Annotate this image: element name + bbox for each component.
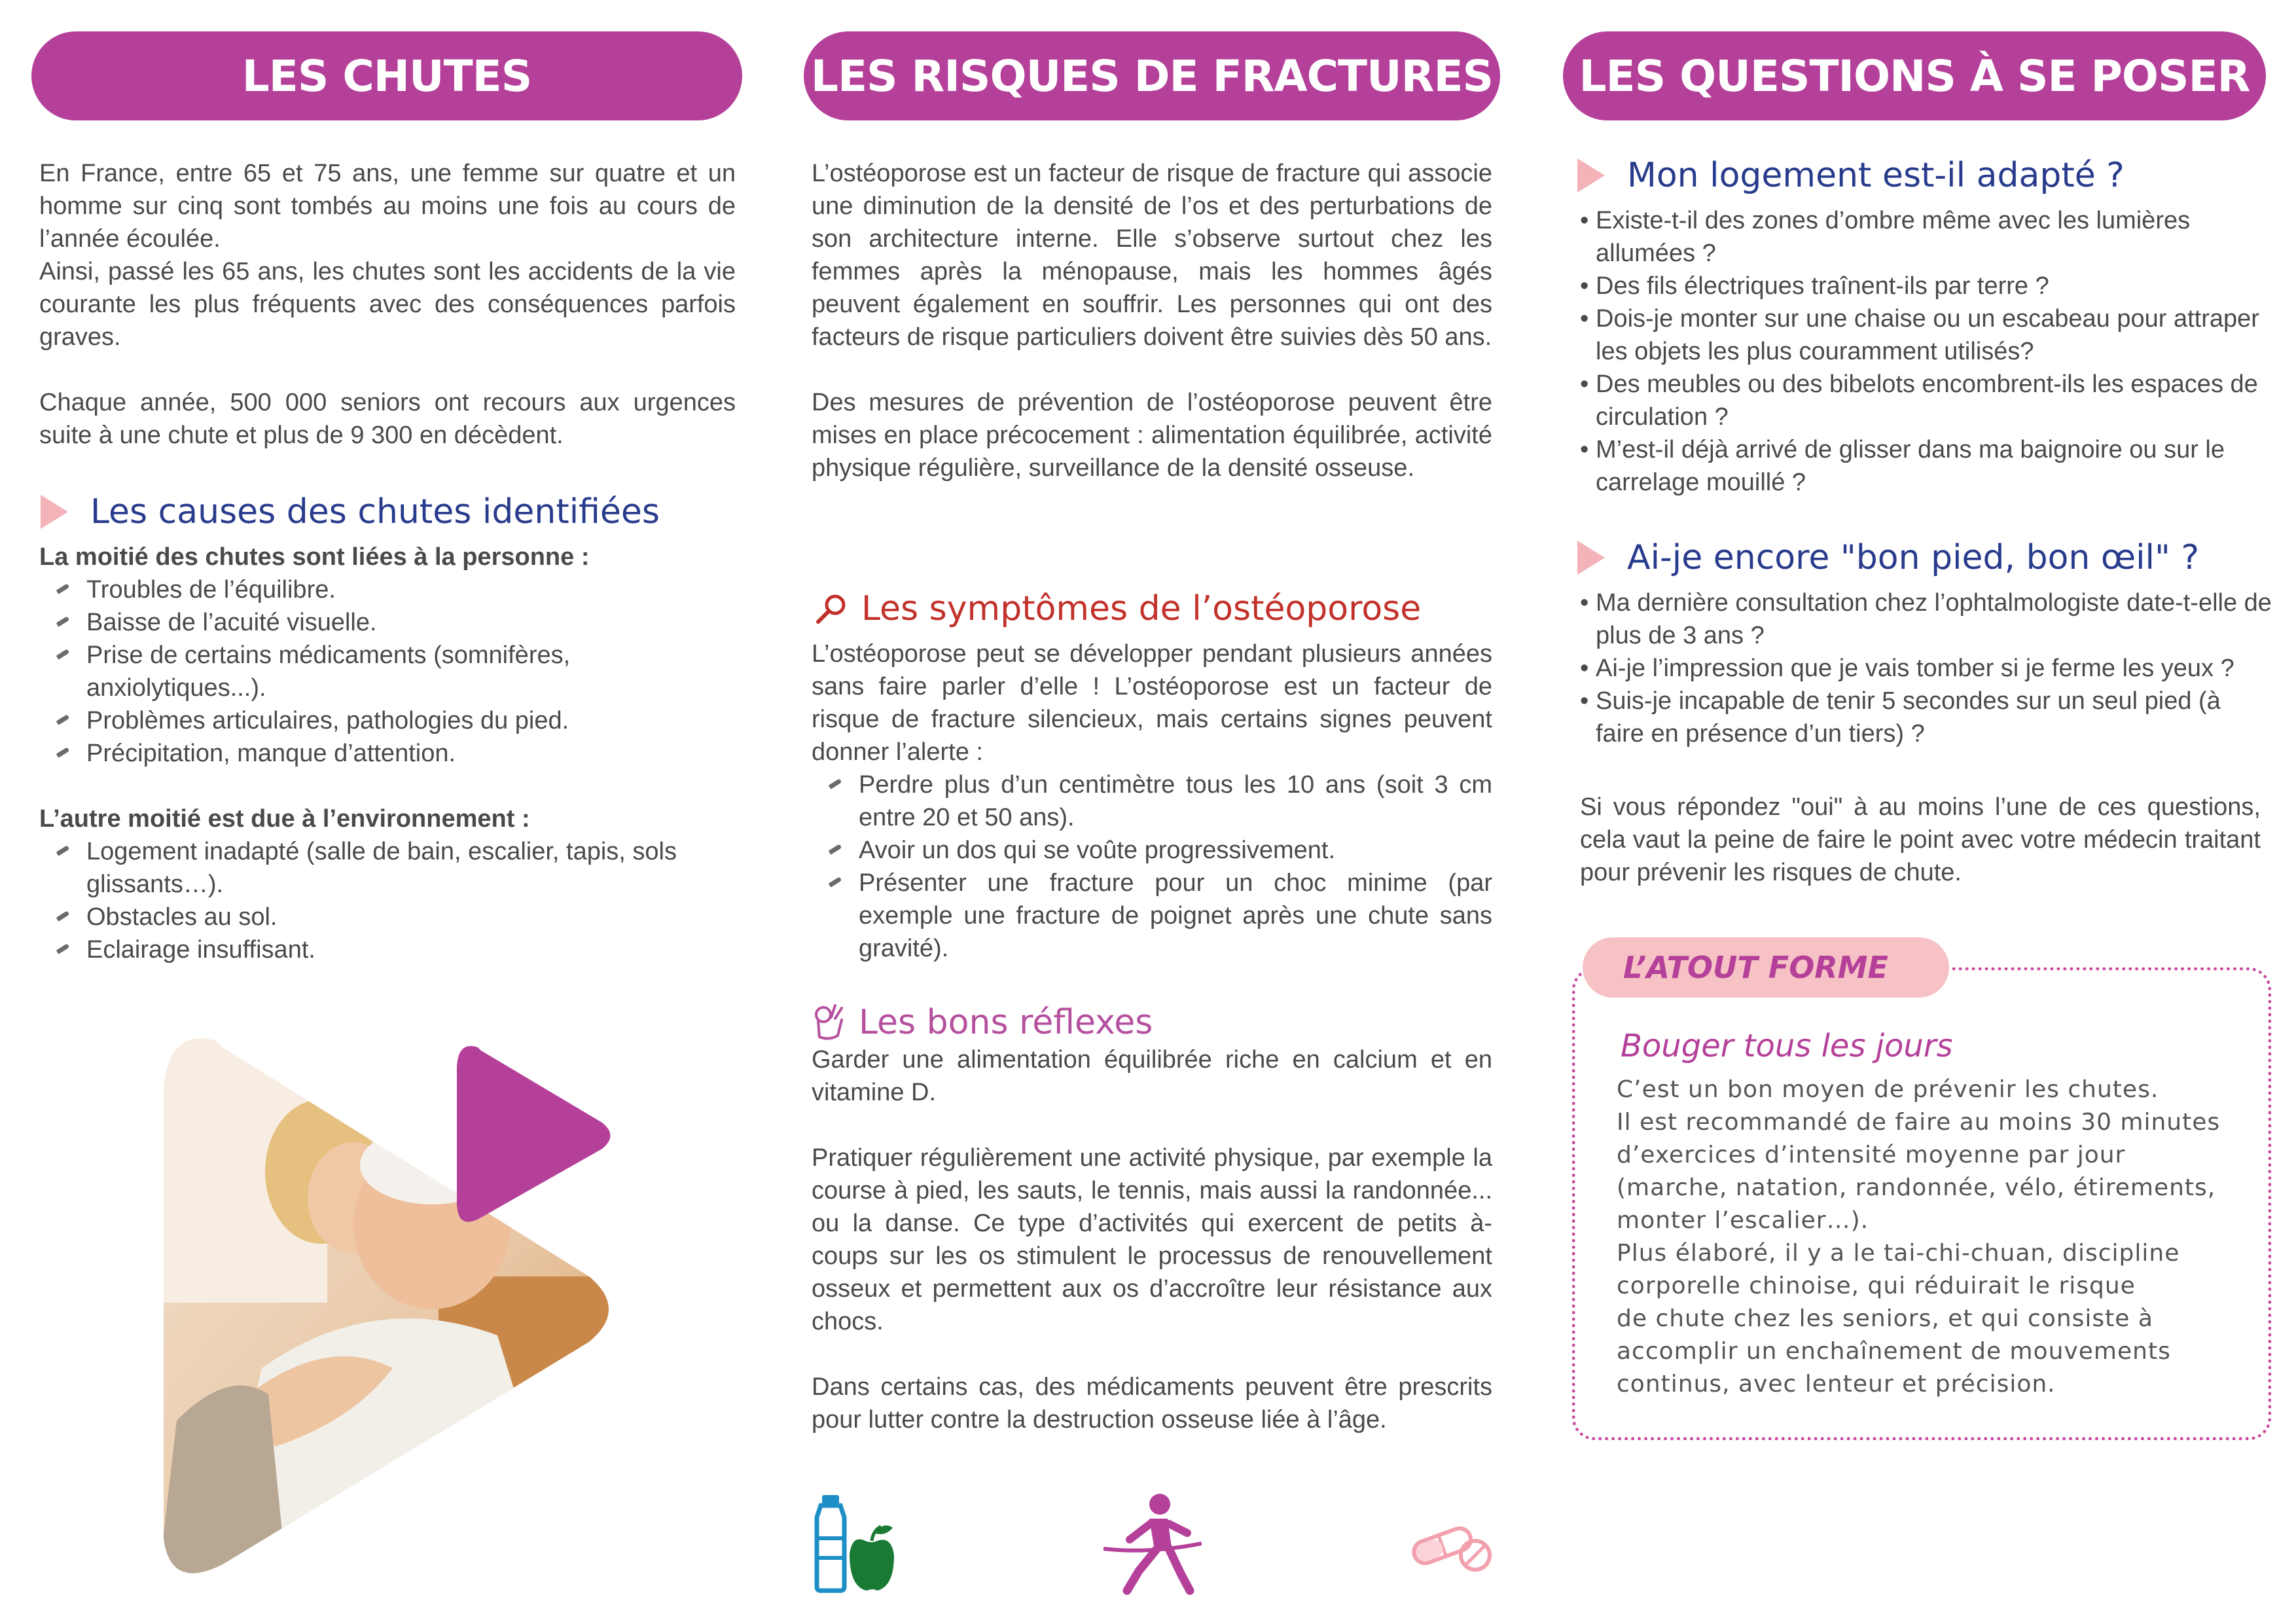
- conclusion-text: Si vous répondez "oui" à au moins l’une de ces questions, cela vaut la peine de faire le point avec votre médecin traitant pour prévenir les risques de chute.: [1580, 793, 2261, 886]
- atout-line: corporelle chinoise, qui réduirait le risque: [1617, 1272, 2136, 1299]
- list-item: Eclairage insuffisant.: [39, 933, 736, 966]
- personne-list: [39, 573, 736, 770]
- decorative-triangle-icon: [452, 1041, 622, 1231]
- logement-questions: [1580, 204, 2271, 499]
- environnement-label: L’autre moitié est due à l’environnement :: [39, 805, 530, 833]
- logement-list: [1580, 204, 2271, 499]
- atout-line: C’est un bon moyen de prévenir les chutes.: [1617, 1076, 2159, 1103]
- reflexes-title: Les bons réflexes: [859, 1003, 1153, 1042]
- atout-line: accomplir un enchaînement de mouvements: [1617, 1338, 2171, 1365]
- banner-les-chutes: LES CHUTES: [31, 31, 742, 120]
- list-item: • Ai-je l’impression que je vais tomber si je ferme les yeux ?: [1580, 652, 2274, 685]
- atout-forme-text: [1617, 1074, 2245, 1401]
- reflexes-text: [812, 1043, 1492, 1436]
- triangle-bullet-icon: [1577, 158, 1605, 192]
- list-item: Problèmes articulaires, pathologies du pied.: [39, 704, 736, 737]
- list-item: • Des meubles ou des bibelots encombrent-ils les espaces de circulation ?: [1580, 368, 2271, 433]
- symptomes-title: Les symptômes de l’ostéoporose: [861, 589, 1422, 628]
- reflexes-paragraph-3: Dans certains cas, des médicaments peuvent être prescrits pour lutter contre la destruction osseuse liée à l’âge.: [812, 1373, 1492, 1434]
- list-item: Obstacles au sol.: [39, 901, 736, 933]
- atout-line: (marche, natation, randonnée, vélo, étirements,: [1617, 1174, 2216, 1201]
- atout-line: Il est recommandé de faire au moins 30 minutes: [1617, 1109, 2221, 1136]
- osteoporose-text: [812, 157, 1492, 484]
- atout-line: monter l’escalier…).: [1617, 1207, 1869, 1234]
- triangle-bullet-icon: [41, 495, 68, 529]
- environnement-list: [39, 835, 736, 966]
- osteoporose-paragraph-1: L’ostéoporose est un facteur de risque de fracture qui associe une diminution de la densité de l’os et des perturbations de son architecture interne. Elle s’observe surtout chez les femmes après la ménopause, mais les hommes âgés peuvent également en souffrir. Les personnes qui ont des facteurs de risque particuliers doivent être suivies dès 50 ans.: [812, 160, 1492, 351]
- reflexes-heading: [812, 1001, 1153, 1043]
- bon-pied-list: [1580, 586, 2274, 750]
- bon-pied-questions: [1580, 586, 2274, 750]
- ok-hand-icon: [812, 1003, 847, 1042]
- causes-lists: [39, 541, 736, 966]
- list-item: Logement inadapté (salle de bain, escalier, tapis, sols glissants…).: [39, 835, 736, 901]
- list-item: Présenter une fracture pour un choc minime (par exemple une fracture de poignet après une chute sans gravité).: [812, 867, 1492, 965]
- list-item: • M’est-il déjà arrivé de glisser dans ma baignoire ou sur le carrelage mouillé ?: [1580, 433, 2271, 499]
- logement-title: Mon logement est-il adapté ?: [1627, 156, 2125, 195]
- list-item: • Suis-je incapable de tenir 5 secondes sur un seul pied (à faire en présence d’un tiers) ?: [1580, 685, 2274, 750]
- banner-risques-fractures: LES RISQUES DE FRACTURES: [804, 31, 1500, 120]
- intro-paragraph-2: Ainsi, passé les 65 ans, les chutes sont les accidents de la vie courante les plus fréquents avec des conséquences parfois graves.: [39, 258, 736, 351]
- causes-heading: [41, 491, 660, 533]
- bon-pied-title: Ai-je encore "bon pied, bon œil" ?: [1627, 538, 2200, 577]
- list-item: Perdre plus d’un centimètre tous les 10 ans (soit 3 cm entre 20 et 50 ans).: [812, 768, 1492, 834]
- running-person-icon: [1103, 1492, 1202, 1597]
- list-item: Avoir un dos qui se voûte progressivement.: [812, 834, 1492, 867]
- causes-title: Les causes des chutes identifiées: [90, 492, 660, 532]
- bon-pied-heading: [1577, 537, 2199, 579]
- intro-text: [39, 157, 736, 452]
- logement-heading: [1577, 154, 2125, 196]
- banner-questions: LES QUESTIONS À SE POSER: [1563, 31, 2266, 120]
- water-bottle-apple-icon: [813, 1495, 898, 1593]
- atout-forme-title: Bouger tous les jours: [1621, 1028, 1953, 1064]
- personne-label: La moitié des chutes sont liées à la personne :: [39, 543, 590, 571]
- list-item: Troubles de l’équilibre.: [39, 573, 736, 606]
- list-item: • Dois-je monter sur une chaise ou un escabeau pour attraper les objets les plus couramment utilisés?: [1580, 302, 2271, 368]
- list-item: Baisse de l’acuité visuelle.: [39, 606, 736, 639]
- reflexes-paragraph-1: Garder une alimentation équilibrée riche en calcium et en vitamine D.: [812, 1046, 1492, 1106]
- osteoporose-paragraph-2: Des mesures de prévention de l’ostéoporose peuvent être mises en place précocement : alimentation équilibrée, activité physique régulière, surveillance de la densité osseuse.: [812, 389, 1492, 482]
- list-item: • Existe-t-il des zones d’ombre même avec les lumières allumées ?: [1580, 204, 2271, 270]
- symptomes-heading: [814, 588, 1421, 630]
- pill-capsules-icon: [1407, 1523, 1492, 1575]
- atout-line: Plus élaboré, il y a le tai-chi-chuan, discipline: [1617, 1240, 2180, 1267]
- atout-line: d’exercices d’intensité moyenne par jour: [1617, 1142, 2126, 1168]
- list-item: Prise de certains médicaments (somnifères, anxiolytiques...).: [39, 639, 736, 704]
- triangle-bullet-icon: [1577, 541, 1605, 575]
- symptomes-list: [812, 768, 1492, 965]
- list-item: Précipitation, manque d’attention.: [39, 737, 736, 770]
- symptomes-text: [812, 638, 1492, 965]
- intro-paragraph-1: En France, entre 65 et 75 ans, une femme sur quatre et un homme sur cinq sont tombés au moins une fois au cours de l’année écoulée.: [39, 160, 736, 253]
- atout-line: de chute chez les seniors, et qui consiste à: [1617, 1305, 2153, 1332]
- symptomes-intro: L’ostéoporose peut se développer pendant plusieurs années sans faire parler d’elle ! L’ostéoporose est un facteur de risque de fracture silencieux, mais certains signes peuvent donner l’alerte :: [812, 640, 1492, 766]
- list-item: • Des fils électriques traînent-ils par terre ?: [1580, 270, 2271, 302]
- intro-paragraph-3: Chaque année, 500 000 seniors ont recours aux urgences suite à une chute et plus de 9 300 en décèdent.: [39, 389, 736, 449]
- atout-line: continus, avec lenteur et précision.: [1617, 1371, 2056, 1398]
- magnifier-icon: [814, 592, 848, 626]
- atout-forme-tab: L’ATOUT FORME: [1583, 937, 1949, 998]
- reflexes-paragraph-2: Pratiquer régulièrement une activité physique, par exemple la course à pied, les sauts, le tennis, mais aussi la randonnée... ou la danse. Ce type d’activités qui exercent de petits à-coups sur les os stimulent le processus de renouvellement osseux et permettent aux os d’accroître leur résistance aux chocs.: [812, 1144, 1492, 1335]
- list-item: • Ma dernière consultation chez l’ophtalmologiste date-t-elle de plus de 3 ans ?: [1580, 586, 2274, 652]
